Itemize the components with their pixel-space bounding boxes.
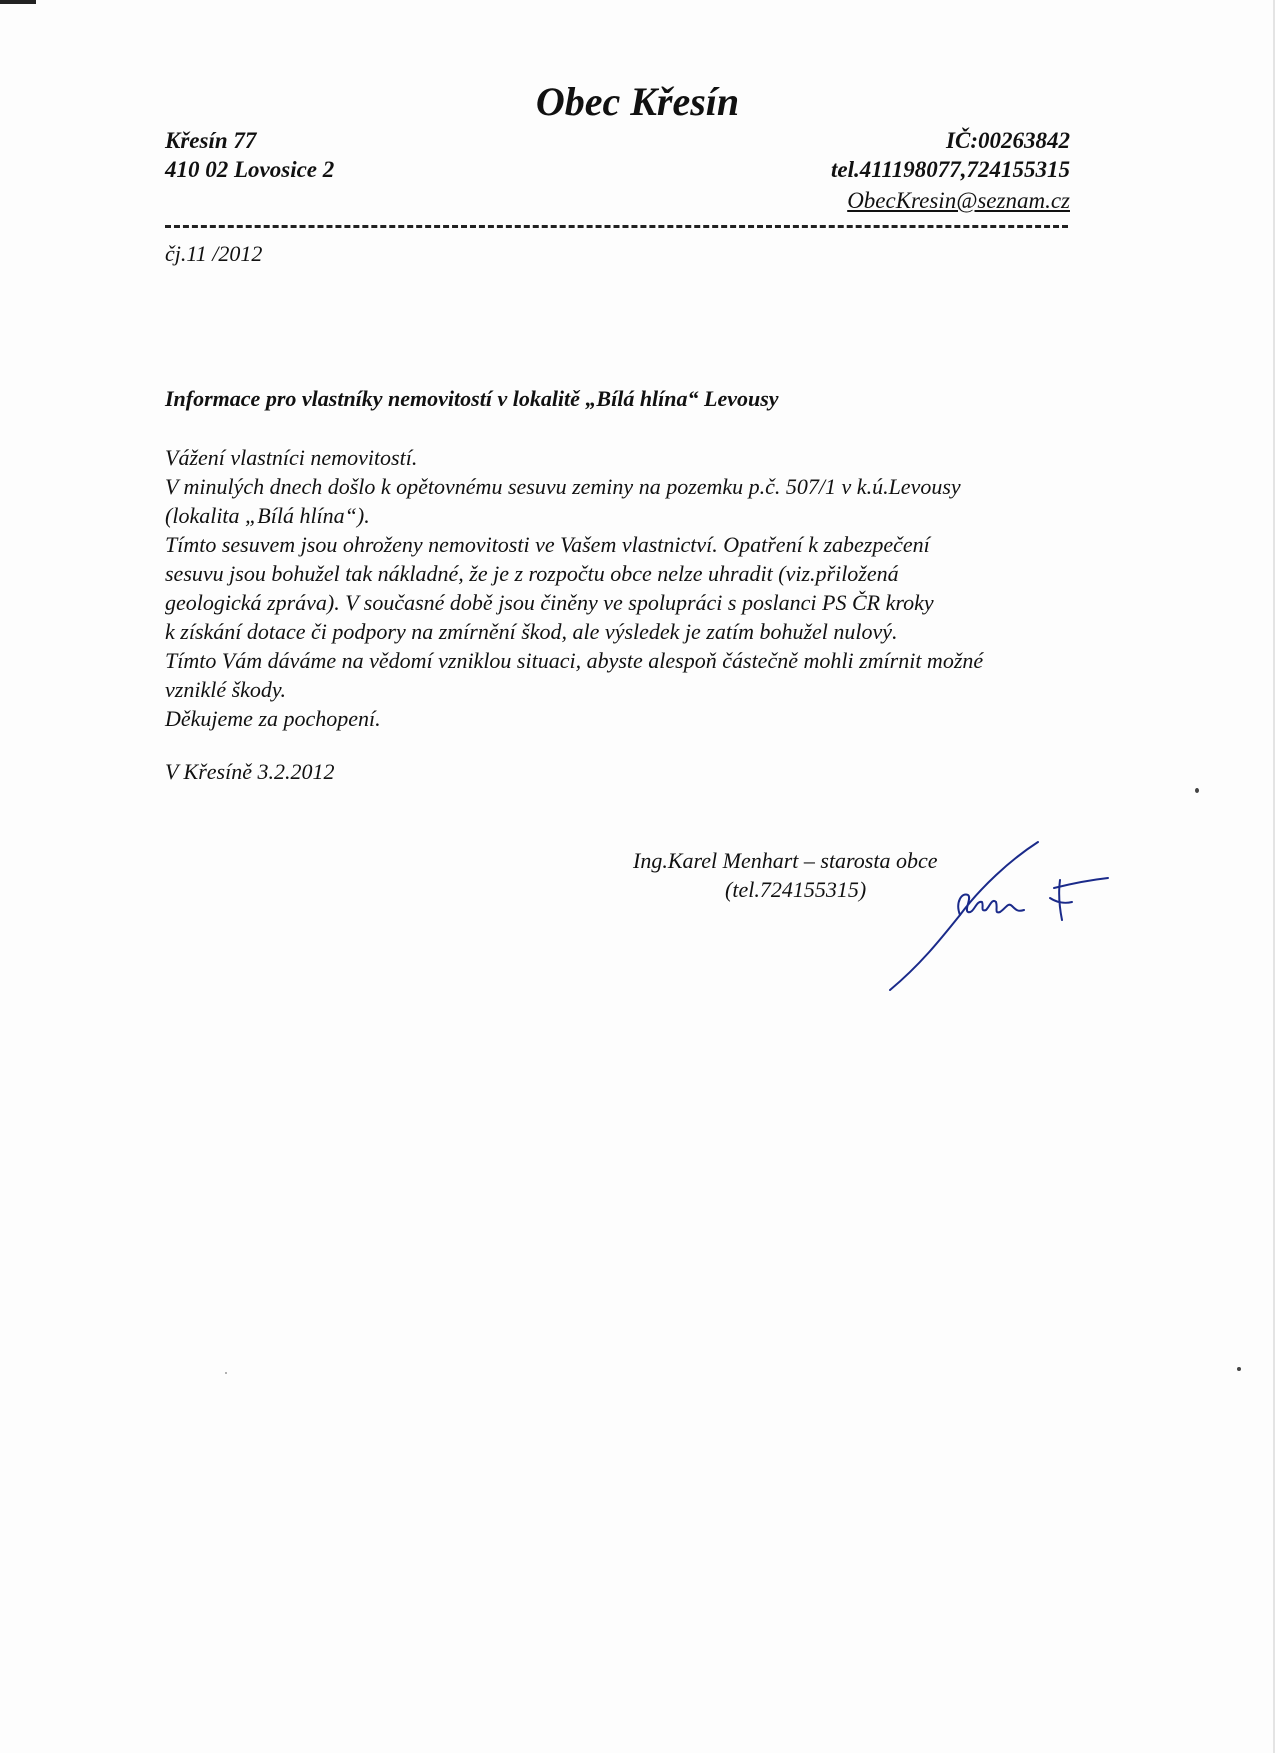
scan-edge-mark bbox=[0, 0, 36, 4]
letter-body bbox=[165, 443, 1125, 733]
company-id: IČ:00263842 bbox=[946, 128, 1070, 153]
place-and-date: V Křesíně 3.2.2012 bbox=[165, 759, 335, 784]
body-line: Vážení vlastníci nemovitostí. bbox=[165, 445, 418, 470]
handwritten-signature bbox=[860, 840, 1120, 1000]
body-line: V minulých dnech došlo k opětovnému sesuvu zeminy na pozemku p.č. 507/1 v k.ú.Levousy bbox=[165, 474, 961, 499]
body-line: Tímto Vám dáváme na vědomí vzniklou situaci, abyste alespoň částečně mohli zmírnit možné bbox=[165, 648, 984, 673]
body-line: geologická zpráva). V současné době jsou činěny ve spolupráci s poslanci PS ČR kroky bbox=[165, 590, 934, 615]
scan-speck bbox=[1237, 1367, 1241, 1371]
body-line: vzniklé škody. bbox=[165, 677, 286, 702]
body-line: (lokalita „Bílá hlína“). bbox=[165, 503, 370, 528]
address-line-2: 410 02 Lovosice 2 bbox=[165, 157, 335, 182]
body-line: k získání dotace či podpory na zmírnění škod, ale výsledek je zatím bohužel nulový. bbox=[165, 619, 898, 644]
address-line-1: Křesín 77 bbox=[165, 128, 257, 153]
body-line: Tímto sesuvem jsou ohroženy nemovitosti ve Vašem vlastnictví. Opatření k zabezpečení bbox=[165, 532, 930, 557]
body-line: Děkujeme za pochopení. bbox=[165, 706, 381, 731]
signer-phone: (tel.724155315) bbox=[725, 877, 867, 902]
body-line: sesuvu jsou bohužel tak nákladné, že je z rozpočtu obce nelze uhradit (viz.přiložená bbox=[165, 561, 899, 586]
signer-name: Ing.Karel Menhart – starosta obce bbox=[633, 848, 938, 873]
letterhead-title: Obec Křesín bbox=[535, 79, 740, 124]
scan-speck bbox=[225, 1372, 227, 1374]
phone-numbers: tel.411198077,724155315 bbox=[831, 157, 1070, 182]
header-divider bbox=[165, 225, 1068, 228]
reference-number: čj.11 /2012 bbox=[165, 241, 263, 266]
scan-speck bbox=[1195, 788, 1199, 793]
letterhead-address bbox=[165, 126, 334, 184]
email-link[interactable]: ObecKresin@seznam.cz bbox=[847, 188, 1070, 213]
letterhead-contact bbox=[831, 126, 1070, 215]
letter-heading: Informace pro vlastníky nemovitostí v lokalitě „Bílá hlína“ Levousy bbox=[165, 386, 779, 411]
